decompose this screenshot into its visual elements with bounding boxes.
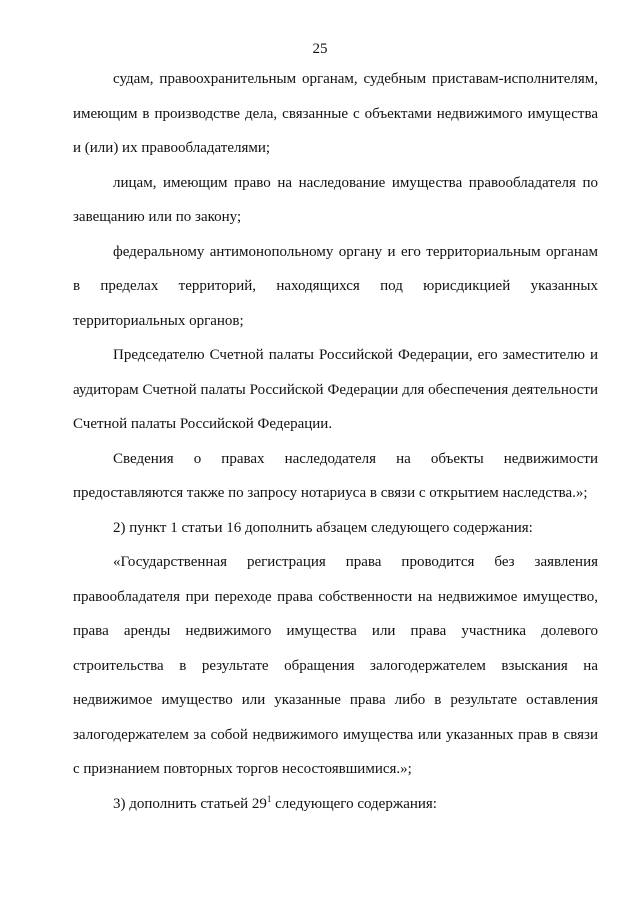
page-number: 25: [312, 41, 328, 57]
paragraph-item-3: [73, 787, 598, 822]
paragraph-antimonopoly: федеральному антимонопольному органу и его территориальным органам в пределах территорий, находящихся под юрисдикцией указанных территориальных органов;: [73, 243, 598, 329]
paragraph-item-2: 2) пункт 1 статьи 16 дополнить абзацем следующего содержания:: [113, 519, 533, 536]
paragraph-heirs: лицам, имеющим право на наследование имущества правообладателя по завещанию или по закону;: [73, 174, 598, 225]
paragraph-notary: Сведения о правах наследодателя на объекты недвижимости предоставляются также по запросу нотариуса в связи с открытием наследства.»;: [73, 450, 598, 501]
paragraph-accounts-chamber: Председателю Счетной палаты Российской Федерации, его заместителю и аудиторам Счетной палаты Российской Федерации для обеспечения деятельности Счетной палаты Российской Федерации.: [73, 347, 598, 432]
item-3-text-after: следующего содержания:: [271, 795, 437, 812]
paragraph-registration-quote: «Государственная регистрация права проводится без заявления правообладателя при переходе права собственности на недвижимое имущество, права аренды недвижимого имущества или права участника долевого строительства в результате обращения залогодержателем взыскания на недвижимое имущество или указанные права либо в результате оставления залогодержателем за собой недвижимого имущества или указанных прав в связи с признанием повторных торгов несостоявшимися.»;: [73, 554, 598, 777]
document-body: [73, 62, 598, 821]
item-3-text-before: 3) дополнить статьей 29: [113, 795, 267, 812]
article-superscript: 1: [266, 793, 272, 804]
paragraph-courts: судам, правоохранительным органам, судебным приставам-исполнителям, имеющим в производстве дела, связанные с объектами недвижимого имущества и (или) их правообладателями;: [73, 71, 598, 156]
